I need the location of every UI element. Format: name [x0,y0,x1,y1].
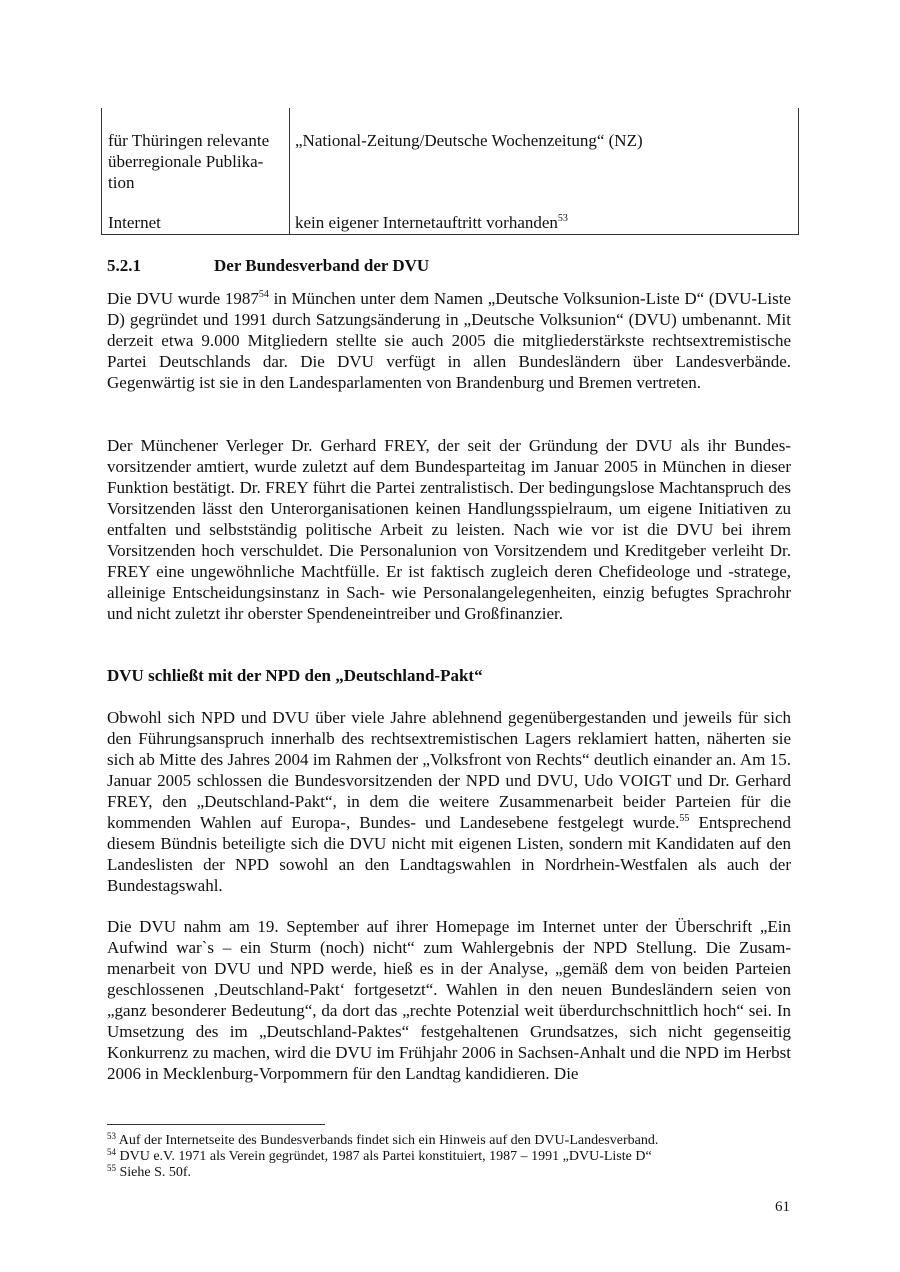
paragraph [107,916,791,1084]
subheading: DVU schließt mit der NPD den „Deutschland-Pakt“ [107,666,483,685]
table-cell-label: für Thüringen relevante überregionale Publikation [108,131,270,192]
table-cell-value [295,212,790,233]
section-number: 5.2.1 [107,256,141,275]
paragraph [107,288,791,393]
section-heading [107,255,429,276]
page-number: 61 [775,1199,790,1215]
footnote [107,1165,791,1181]
footnote-separator [107,1124,325,1125]
footnote-ref: 54 [258,289,269,300]
paragraph-text: Der Münchener Verleger Dr. Gerhard FREY, der seit der Gründung der DVU als ihr Bundesvorsitzender amtiert, wurde zuletzt auf dem Bundesparteitag im Januar 2005 in München in dieser Funktion bestätigt. Dr. FREY führt die Partei zentralistisch. Der bedingungslose Machtanspruch des Vorsitzenden lässt den Unterorganisationen keinen Handlungsspielraum, um eigene Initiativen zu entfalten und selbstständig politische Arbeit zu leisten. Nach wie vor ist die DVU bei ihrem Vorsitzenden hoch verschuldet. Die Personalunion von Vorsitzendem und Kreditgeber verleiht Dr. FREY eine ungewöhnliche Machtfülle. Er ist faktisch zugleich deren Chefideologe und -stratege, alleinige Entscheidungsinstanz in Sach- wie Personalangelegenheiten, einzig befugtes Sprachrohr und nicht zuletzt ihr oberster Spendeneintreiber und Großfinanzier. [107,436,791,623]
footnote-ref: 55 [679,813,690,824]
footnote-number: 55 [107,1163,116,1173]
table-divider [289,108,290,234]
table-cell-text: kein eigener Internetauftritt vorhanden [295,213,558,232]
table-cell-value: „National-Zeitung/Deutsche Wochenzeitung“ (NZ) [295,131,643,150]
footnote-number: 53 [107,1131,116,1141]
footnote-ref: 53 [557,213,568,224]
footnotes [107,1133,791,1181]
paragraph-text: in München unter dem Namen „Deutsche Volksunion-Liste D“ (DVU-Liste D) gegründet und 1991 durch Satzungsänderung in „Deutsche Volksunion“ (DVU) umbenannt. Mit derzeit etwa 9.000 Mitgliedern stellte sie auch 2005 die mitgliederstärkste rechtsextremistische Partei Deutschlands dar. Die DVU verfügt in allen Bundesländern über Landesverbände. Gegenwärtig ist sie in den Landesparlamenten von Brandenburg und Bremen vertreten. [107,289,791,392]
paragraph-text: Obwohl sich NPD und DVU über viele Jahre ablehnend gegenübergestanden und jeweils für sich den Führungsanspruch innerhalb des rechtsextremistischen Lagers reklamiert hatten, näherten sie sich ab Mitte des Jahres 2004 im Rahmen der „Volksfront von Rechts“ deutlich einander an. Am 15. Januar 2005 schlossen die Bundesvorsitzenden der NPD und DVU, Udo VOIGT und Dr. Gerhard FREY, den „Deutschland-Pakt“, in dem die weitere Zusammenarbeit beider Parteien für die kommenden Wahlen auf Europa-, Bundes- und Landesebene festgelegt wurde. [107,708,791,832]
paragraph-text: Die DVU nahm am 19. September auf ihrer Homepage im Internet unter der Überschrift „Ein Aufwind war`s – ein Sturm (noch) nicht“ zum Wahlergebnis der NPD Stellung. Die Zusammenarbeit von DVU und NPD werde, hieß es in der Analyse, „gemäß dem von beiden Parteien geschlossenen ‚Deutschland-Pakt‘ fortgesetzt“. Wahlen in den neuen Bundesländern seien von „ganz besonderer Bedeutung“, da dort das „rechte Potenzial weit überdurchschnittlich hoch“ sei. In Umsetzung des im „Deutschland-Paktes“ festgehaltenen Grundsatzes, sich nicht gegenseitig Konkurrenz zu machen, wird die DVU im Frühjahr 2006 in Sachsen-Anhalt und die NPD im Herbst 2006 in Mecklenburg-Vorpommern für den Landtag kandidieren. Die [107,917,791,1083]
paragraph [107,707,791,896]
footnote [107,1133,791,1149]
footnote-text: Siehe S. 50f. [116,1165,192,1180]
footnote [107,1149,791,1165]
section-title: Der Bundesverband der DVU [214,256,430,275]
footnote-number: 54 [107,1147,116,1157]
footnote-text: DVU e.V. 1971 als Verein gegründet, 1987 als Partei konstituiert, 1987 – 1991 „DVU-Liste D“ [116,1149,652,1164]
info-table [101,108,799,235]
paragraph-text: Die DVU wurde 1987 [107,289,259,308]
footnote-text: Auf der Internetseite des Bundesverbands findet sich ein Hinweis auf den DVU-Landesverband. [116,1133,659,1148]
paragraph-text: Entsprechend diesem Bündnis beteiligte sich die DVU nicht mit eigenen Listen, sondern mit Kandidaten auf den Landeslisten der NPD sowohl an den Landtagswahlen in Nordrhein-Westfalen als auch der Bundestagswahl. [107,813,792,895]
table-cell-label: Internet [108,213,161,232]
paragraph [107,435,791,624]
